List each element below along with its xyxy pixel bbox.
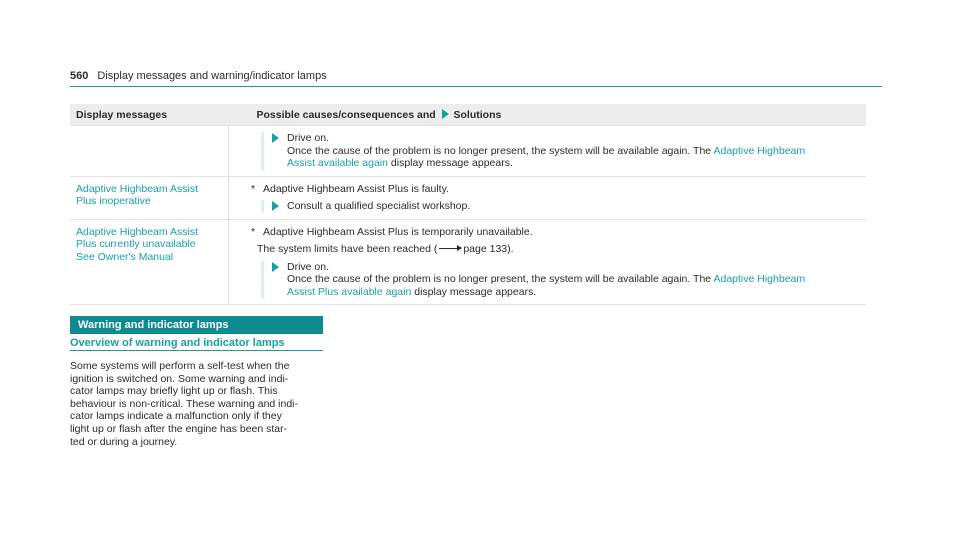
cause-note: * Adaptive Highbeam Assist Plus is faulty. [251, 182, 449, 195]
display-message-ref: Assist available again [287, 157, 388, 169]
solution-step: Drive on. Once the cause of the problem is no longer present, the system will be available again. The Adaptive Highbeam Assist Plus available again display message appears. [261, 261, 862, 299]
step-arrow-icon [272, 133, 279, 143]
column-header-causes: Possible causes/consequences and Solutions [229, 104, 867, 126]
display-message: Adaptive Highbeam Assist [76, 225, 198, 238]
cause-note: * Adaptive Highbeam Assist Plus is temporarily unavailable. [251, 225, 533, 238]
solution-cell [229, 219, 867, 305]
subtitle-rule [70, 350, 323, 351]
display-message-ref: Adaptive Highbeam [713, 273, 806, 285]
solutions-arrow-icon [442, 109, 449, 119]
display-message: See Owner's Manual [76, 250, 174, 263]
solution-cell [229, 126, 867, 177]
table-row [70, 176, 866, 219]
header-rule [70, 86, 882, 87]
section-subtitle: Overview of warning and indicator lamps [70, 337, 285, 349]
table-row [70, 126, 866, 177]
column-header-display-messages: Display messages [70, 104, 229, 126]
page-reference-link[interactable]: page 133). [463, 243, 514, 255]
table-header-row [70, 104, 866, 126]
message-cell [70, 176, 229, 219]
message-cell [70, 126, 229, 177]
system-limits-note: The system limits have been reached ( page 133). [257, 243, 514, 255]
solution-cell [229, 176, 867, 219]
display-message: Adaptive Highbeam Assist [76, 182, 198, 195]
body-paragraph: Some systems will perform a self-test when the ignition is switched on. Some warning and indi- cator lamps may briefly light up or flash. This behaviour is non-critical. These warning and indi- cator lamps indicate a malfunction only if they light up or flash after the engine has been star- ted or during a journey. [70, 360, 299, 448]
cross-reference-arrow-icon [439, 248, 461, 249]
display-message: Plus currently unavailable [76, 238, 196, 250]
section-title: Warning and indicator lamps [70, 316, 323, 334]
step-arrow-icon [272, 201, 279, 211]
solution-step: Drive on. Once the cause of the problem is no longer present, the system will be available again. The Adaptive Highbeam Assist available again display message appears. [261, 132, 862, 170]
display-message: Plus inoperative [76, 195, 151, 207]
display-message-ref: Adaptive Highbeam [713, 144, 806, 157]
step-arrow-icon [272, 262, 279, 272]
table-row [70, 219, 866, 305]
display-messages-table [70, 104, 866, 305]
page-header-title: Display messages and warning/indicator lamps [97, 70, 327, 82]
message-cell [70, 219, 229, 305]
page-number: 560 [70, 70, 89, 82]
page-header [70, 70, 327, 82]
display-message-ref: Assist Plus available again [287, 285, 412, 298]
solution-step: Consult a qualified specialist workshop. [261, 200, 862, 213]
